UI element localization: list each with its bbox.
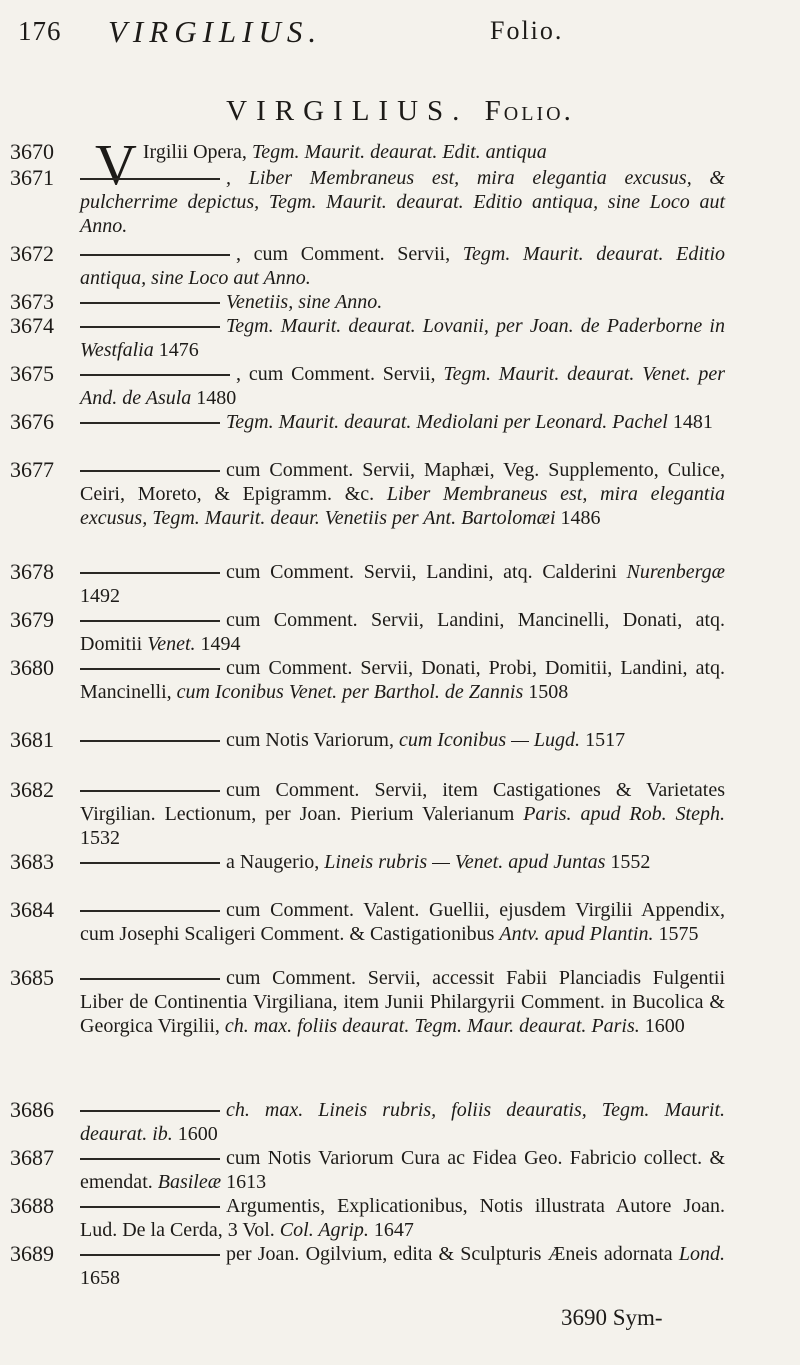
entry-description: a Naugerio,: [226, 851, 325, 873]
entry-text: [80, 850, 725, 874]
entry-number: 3689: [10, 1241, 54, 1266]
catalogue-entry: [0, 314, 800, 362]
entry-number: 3682: [10, 777, 54, 802]
running-head-format: Folio.: [490, 16, 564, 45]
entry-imprint: Tegm. Maurit. deaurat. Editio antiqua, sine Loco aut Anno.: [80, 243, 725, 289]
entry-number: 3681: [10, 727, 54, 752]
catalogue-entry: [0, 362, 800, 410]
entry-description: per Joan. Ogilvium, edita & Sculpturis Æneis adornata: [226, 1243, 679, 1265]
entry-description: Irgilii Opera,: [142, 141, 252, 163]
entry-year: 1480: [196, 387, 237, 409]
entry-text: [80, 242, 725, 290]
entry-year: 1517: [585, 729, 626, 751]
entry-imprint: ch. max. Lineis rubris, foliis deauratis, Tegm. Maurit. deaurat. ib.: [80, 1099, 725, 1145]
entry-imprint: Tegm. Maurit. deaurat. Edit. antiqua: [251, 141, 547, 163]
entry-year: 1486: [560, 507, 601, 529]
ditto-rule: [80, 572, 220, 574]
entry-imprint: cum Iconibus Venet. per Barthol. de Zannis: [176, 681, 529, 703]
ditto-rule: [80, 790, 220, 792]
ditto-rule: [80, 668, 220, 670]
entry-description: cum Notis Variorum Cura ac Fidea Geo. Fabricio collect. & emendat.: [80, 1147, 725, 1193]
ditto-rule: [80, 740, 220, 742]
entry-text: [95, 132, 725, 197]
ditto-rule: [80, 1206, 220, 1208]
catalogue-entry: [0, 242, 800, 290]
page-number: 176: [18, 16, 62, 46]
entry-imprint: ch. max. foliis deaurat. Tegm. Maur. deaurat. Paris.: [224, 1015, 645, 1037]
ditto-rule: [80, 1110, 220, 1112]
catalogue-entry: [0, 410, 800, 434]
entry-description: , cum Comment. Servii,: [236, 243, 463, 265]
catalogue-entry: [0, 608, 800, 656]
entry-number: 3687: [10, 1145, 54, 1170]
entry-text: [80, 898, 725, 946]
entry-description: cum Comment. Servii, Donati, Probi, Domitii, Landini, atq. Mancinelli,: [80, 657, 725, 703]
entry-imprint: Tegm. Maurit. deaurat. Venet. per And. de Asula: [80, 363, 725, 409]
entry-imprint: Tegm. Maurit. deaurat. Lovanii, per Joan. de Paderborne in Westfalia: [80, 315, 725, 361]
catalogue-entry: [0, 560, 800, 608]
entry-imprint: Venet.: [147, 633, 201, 655]
catalogue-entry: [0, 1194, 800, 1242]
ditto-rule: [80, 470, 220, 472]
entry-text: [80, 656, 725, 704]
entry-text: [80, 1146, 725, 1194]
entry-number: 3670: [10, 139, 54, 164]
catalogue-entry: [0, 290, 800, 314]
ditto-rule: [80, 910, 220, 912]
entry-text: [80, 778, 725, 850]
entry-text: [80, 560, 725, 608]
catalogue-entry: [0, 966, 800, 1038]
entry-imprint: Antv. apud Plantin.: [499, 923, 659, 945]
entry-description: cum Comment. Valent. Guellii, ejusdem Virgilii Appendix, cum Josephi Scaligeri Comment. & Castigationibus: [80, 899, 725, 945]
entry-imprint: Basileæ: [157, 1171, 227, 1193]
catalogue-entry: [0, 728, 800, 752]
ditto-rule: [80, 1158, 220, 1160]
entry-number: 3683: [10, 849, 54, 874]
entry-text: [80, 314, 725, 362]
ditto-rule: [80, 178, 220, 180]
entry-number: 3671: [10, 165, 54, 190]
entry-text: [80, 1242, 725, 1290]
ditto-rule: [80, 422, 220, 424]
entry-number: 3676: [10, 409, 54, 434]
entry-year: 1600: [644, 1015, 685, 1037]
entry-imprint: Paris. apud Rob. Steph.: [523, 803, 725, 825]
entry-text: [80, 608, 725, 656]
entry-number: 3686: [10, 1097, 54, 1122]
entry-description: cum Notis Variorum,: [226, 729, 399, 751]
catalogue-entry: [0, 1146, 800, 1194]
entry-imprint: cum Iconibus — Lugd.: [398, 729, 586, 751]
entry-number: 3688: [10, 1193, 54, 1218]
entry-year: 1532: [80, 827, 120, 849]
ditto-rule: [80, 1254, 220, 1256]
entry-number: 3678: [10, 559, 54, 584]
entry-description: cum Comment. Servii, Maphæi, Veg. Supplemento, Culice, Ceiri, Moreto, & Epigramm. &c.: [80, 459, 725, 505]
entry-year: 1492: [80, 585, 120, 607]
entry-year: 1508: [528, 681, 569, 703]
drop-capital: V: [95, 132, 137, 197]
entry-number: 3685: [10, 965, 54, 990]
entry-description: cum Comment. Servii, Landini, atq. Calderini: [226, 561, 627, 583]
entry-imprint: Liber Membraneus est, mira elegantia excusus, Tegm. Maurit. deaur. Venetiis per Ant. Bartolomæi: [80, 483, 726, 529]
catalogue-entry: [0, 778, 800, 850]
catchword: 3690 Sym-: [561, 1305, 663, 1330]
catalogue-entry: [0, 850, 800, 874]
entry-year: 1481: [672, 411, 713, 433]
section-title-format: Folio.: [484, 95, 574, 127]
entry-imprint: , Liber Membraneus est, mira elegantia excusus, & pulcherrime depictus, Tegm. Maurit. deaurat. Editio antiqua, sine Loco aut Anno.: [80, 167, 725, 237]
ditto-rule: [80, 862, 220, 864]
entry-description: cum Comment. Servii, item Castigationes & Varietates Virgilian. Lectionum, per Joan. Pierium Valerianum: [80, 779, 725, 825]
entry-year: 1552: [610, 851, 651, 873]
entry-text: [80, 1098, 725, 1146]
entry-number: 3673: [10, 289, 54, 314]
entry-imprint: Tegm. Maurit. deaurat. Mediolani per Leonard. Pachel: [226, 411, 673, 433]
ditto-rule: [80, 620, 220, 622]
entry-year: 1476: [158, 339, 199, 361]
ditto-rule: [80, 326, 220, 328]
entry-number: 3675: [10, 361, 54, 386]
entry-year: 1613: [226, 1171, 267, 1193]
entry-number: 3680: [10, 655, 54, 680]
entry-year: 1600: [177, 1123, 218, 1145]
section-title: [0, 95, 800, 128]
running-head-title: VIRGILIUS.: [108, 14, 323, 49]
entry-imprint: Venetiis, sine Anno.: [226, 291, 383, 313]
entry-number: 3674: [10, 313, 54, 338]
catalogue-entry: [0, 1242, 800, 1290]
entry-number: 3672: [10, 241, 54, 266]
entry-text: [80, 1194, 725, 1242]
entry-description: , cum Comment. Servii,: [236, 363, 444, 385]
entry-year: 1658: [80, 1267, 120, 1289]
entry-year: 1494: [200, 633, 241, 655]
entry-text: [80, 966, 725, 1038]
entry-number: 3679: [10, 607, 54, 632]
catalogue-entry: [0, 1098, 800, 1146]
entry-imprint: Lineis rubris — Venet. apud Juntas: [324, 851, 611, 873]
entry-description: Argumentis, Explicationibus, Notis illustrata Autore Joan. Lud. De la Cerda, 3 Vol.: [80, 1195, 725, 1241]
entry-text: [80, 728, 725, 752]
catalogue-entry: [0, 458, 800, 530]
entry-text: [80, 166, 725, 238]
entry-text: [80, 458, 725, 530]
entry-description: cum Comment. Servii, Landini, Mancinelli, Donati, atq. Domitii: [80, 609, 725, 655]
section-title-name: VIRGILIUS.: [226, 95, 469, 127]
ditto-rule: [80, 978, 220, 980]
running-head: [18, 10, 780, 54]
entry-text: [80, 290, 725, 314]
entry-text: [80, 362, 725, 410]
catalogue-entry: [0, 898, 800, 946]
entry-year: 1647: [373, 1219, 414, 1241]
entry-imprint: Nurenbergæ: [626, 561, 725, 583]
entry-description: cum Comment. Servii, accessit Fabii Planciadis Fulgentii Liber de Continentia Virgiliana, item Junii Philargyrii Comment. in Bucolica & Georgica Virgilii,: [80, 967, 725, 1037]
ditto-rule: [80, 374, 230, 376]
entry-number: 3684: [10, 897, 54, 922]
ditto-rule: [80, 254, 230, 256]
entry-imprint: Col. Agrip.: [279, 1219, 374, 1241]
entry-imprint: Lond.: [678, 1243, 725, 1265]
ditto-rule: [80, 302, 220, 304]
catalogue-entry: [0, 166, 800, 238]
entry-number: 3677: [10, 457, 54, 482]
entry-text: [80, 410, 725, 434]
entry-year: 1575: [658, 923, 699, 945]
catalogue-entry: [0, 656, 800, 704]
